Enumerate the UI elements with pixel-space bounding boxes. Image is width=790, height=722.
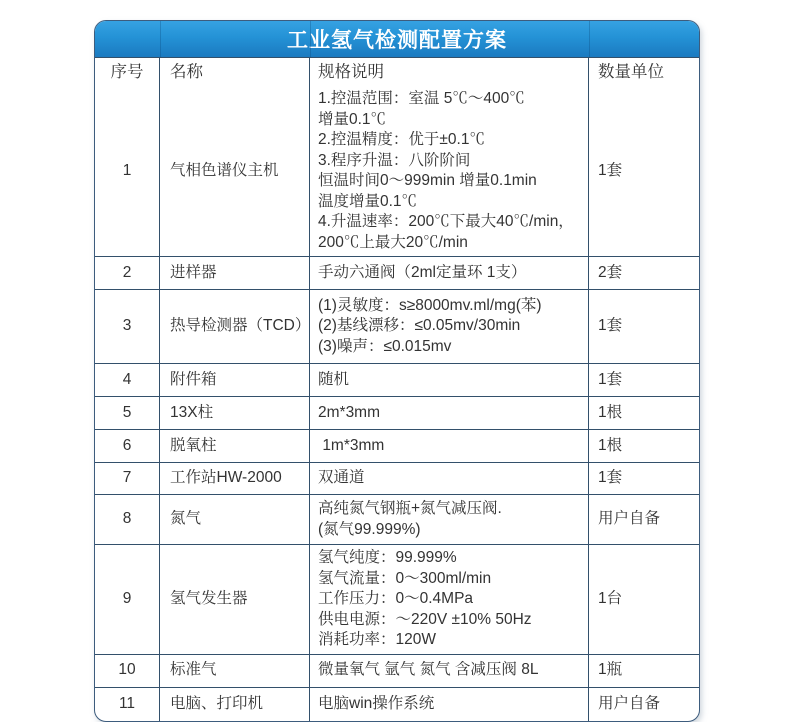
- spec-line: 温度增量0.1℃: [318, 192, 418, 210]
- cell-no: 1: [95, 86, 160, 256]
- cell-name: 氮气: [160, 495, 310, 544]
- config-table-card: [94, 20, 700, 722]
- spec-line: 双通道: [318, 469, 365, 487]
- cell-spec: [310, 257, 589, 289]
- spec-line: 电脑win操作系统: [318, 694, 435, 712]
- cell-spec: [310, 545, 589, 654]
- cell-name: 13X柱: [160, 397, 310, 429]
- header-row: [95, 58, 699, 86]
- spec-line: 手动六通阀（2ml定量环 1支）: [318, 263, 527, 281]
- header-cell-qty: 数量单位: [598, 62, 664, 81]
- cell-spec: [310, 688, 589, 721]
- table-title-bar: [95, 21, 699, 58]
- spec-line: 200℃上最大20℃/min: [318, 233, 468, 251]
- spec-line: 消耗功率：120W: [318, 631, 436, 648]
- table-row: [95, 364, 699, 397]
- spec-line: 工作压力：0～0.4MPa: [318, 590, 474, 607]
- cell-no: 6: [95, 430, 160, 462]
- spec-line: 2m*3mm: [318, 403, 381, 421]
- cell-qty: 1套: [598, 161, 623, 179]
- cell-qty: 1套: [598, 469, 623, 487]
- cell-spec: [310, 655, 589, 687]
- spec-line: 供电电源：～220V ±10% 50Hz: [318, 610, 532, 628]
- cell-qty: 1根: [598, 436, 623, 454]
- spec-line: 随机: [318, 370, 350, 388]
- spec-line: 氢气流量：0～300ml/min: [318, 569, 492, 587]
- spec-line: 高纯氮气钢瓶+氮气减压阀.: [318, 500, 502, 517]
- table-row: [95, 463, 699, 495]
- cell-name: 附件箱: [160, 364, 310, 396]
- cell-no: 4: [95, 364, 160, 396]
- cell-spec: [310, 495, 589, 544]
- spec-line: 氢气纯度：99.999%: [318, 549, 457, 566]
- title-bar-column-line: [160, 21, 161, 57]
- cell-name: 气相色谱仪主机: [160, 86, 310, 256]
- spec-line: 4.升温速率：200℃下最大40℃/min，: [318, 213, 574, 230]
- spec-line: 3.程序升温：八阶阶间: [318, 151, 471, 169]
- table-row: [95, 86, 699, 257]
- header-cell-spec: 规格说明: [310, 58, 589, 86]
- table-row: [95, 397, 699, 430]
- cell-name: 进样器: [160, 257, 310, 289]
- cell-qty: 用户自备: [598, 510, 661, 528]
- cell-no: 8: [95, 495, 160, 544]
- cell-name: 氢气发生器: [160, 545, 310, 654]
- table-row: [95, 545, 699, 655]
- cell-name: 标准气: [160, 655, 310, 687]
- spec-line: 微量氧气 氩气 氮气 含减压阀 8L: [318, 661, 539, 679]
- cell-no: 9: [95, 545, 160, 654]
- spec-line: (氮气99.999%): [318, 520, 421, 538]
- cell-qty: 1根: [598, 403, 623, 421]
- cell-qty: 2套: [598, 263, 623, 281]
- cell-name: 脱氧柱: [160, 430, 310, 462]
- cell-name: 工作站HW-2000: [160, 463, 310, 494]
- spec-line: 1.控温范围：室温 5℃～400℃: [318, 90, 525, 107]
- table-row: [95, 688, 699, 721]
- page-title: 工业氢气检测配置方案: [287, 29, 507, 52]
- table-row: [95, 655, 699, 688]
- cell-qty: 用户自备: [598, 694, 661, 712]
- cell-name: 热导检测器（TCD）: [160, 290, 310, 363]
- cell-name: 电脑、打印机: [160, 688, 310, 721]
- table-row: [95, 495, 699, 545]
- cell-qty: 1套: [598, 317, 623, 335]
- cell-no: 3: [95, 290, 160, 363]
- cell-qty: 1台: [598, 590, 623, 607]
- cell-spec: [310, 397, 589, 429]
- table-row: [95, 290, 699, 364]
- title-bar-column-line: [589, 21, 590, 57]
- cell-spec: [310, 86, 589, 256]
- table-body: [95, 86, 699, 721]
- header-cell-name: 名称: [160, 58, 310, 86]
- table-row: [95, 430, 699, 463]
- cell-spec: [310, 430, 589, 462]
- spec-line: 1m*3mm: [318, 436, 385, 454]
- cell-spec: [310, 364, 589, 396]
- cell-no: 11: [95, 688, 160, 721]
- table-header-row: [95, 58, 699, 86]
- cell-no: 7: [95, 463, 160, 494]
- spec-line: (1)灵敏度：s≥8000mv.ml/mg(苯): [318, 296, 542, 314]
- cell-spec: [310, 463, 589, 494]
- cell-no: 10: [95, 655, 160, 687]
- spec-line: 恒温时间0～999min 增量0.1min: [318, 172, 537, 189]
- header-cell-no: 序号: [95, 58, 160, 86]
- cell-spec: [310, 290, 589, 363]
- spec-line: (2)基线漂移：≤0.05mv/30min: [318, 317, 521, 335]
- spec-line: 增量0.1℃: [318, 110, 387, 128]
- cell-qty: 1套: [598, 370, 623, 388]
- spec-line: (3)噪声：≤0.015mv: [318, 337, 452, 355]
- cell-no: 2: [95, 257, 160, 289]
- table-row: [95, 257, 699, 290]
- spec-line: 2.控温精度：优于±0.1℃: [318, 131, 485, 148]
- title-bar-column-line: [310, 21, 311, 57]
- cell-qty: 1瓶: [598, 661, 623, 679]
- cell-no: 5: [95, 397, 160, 429]
